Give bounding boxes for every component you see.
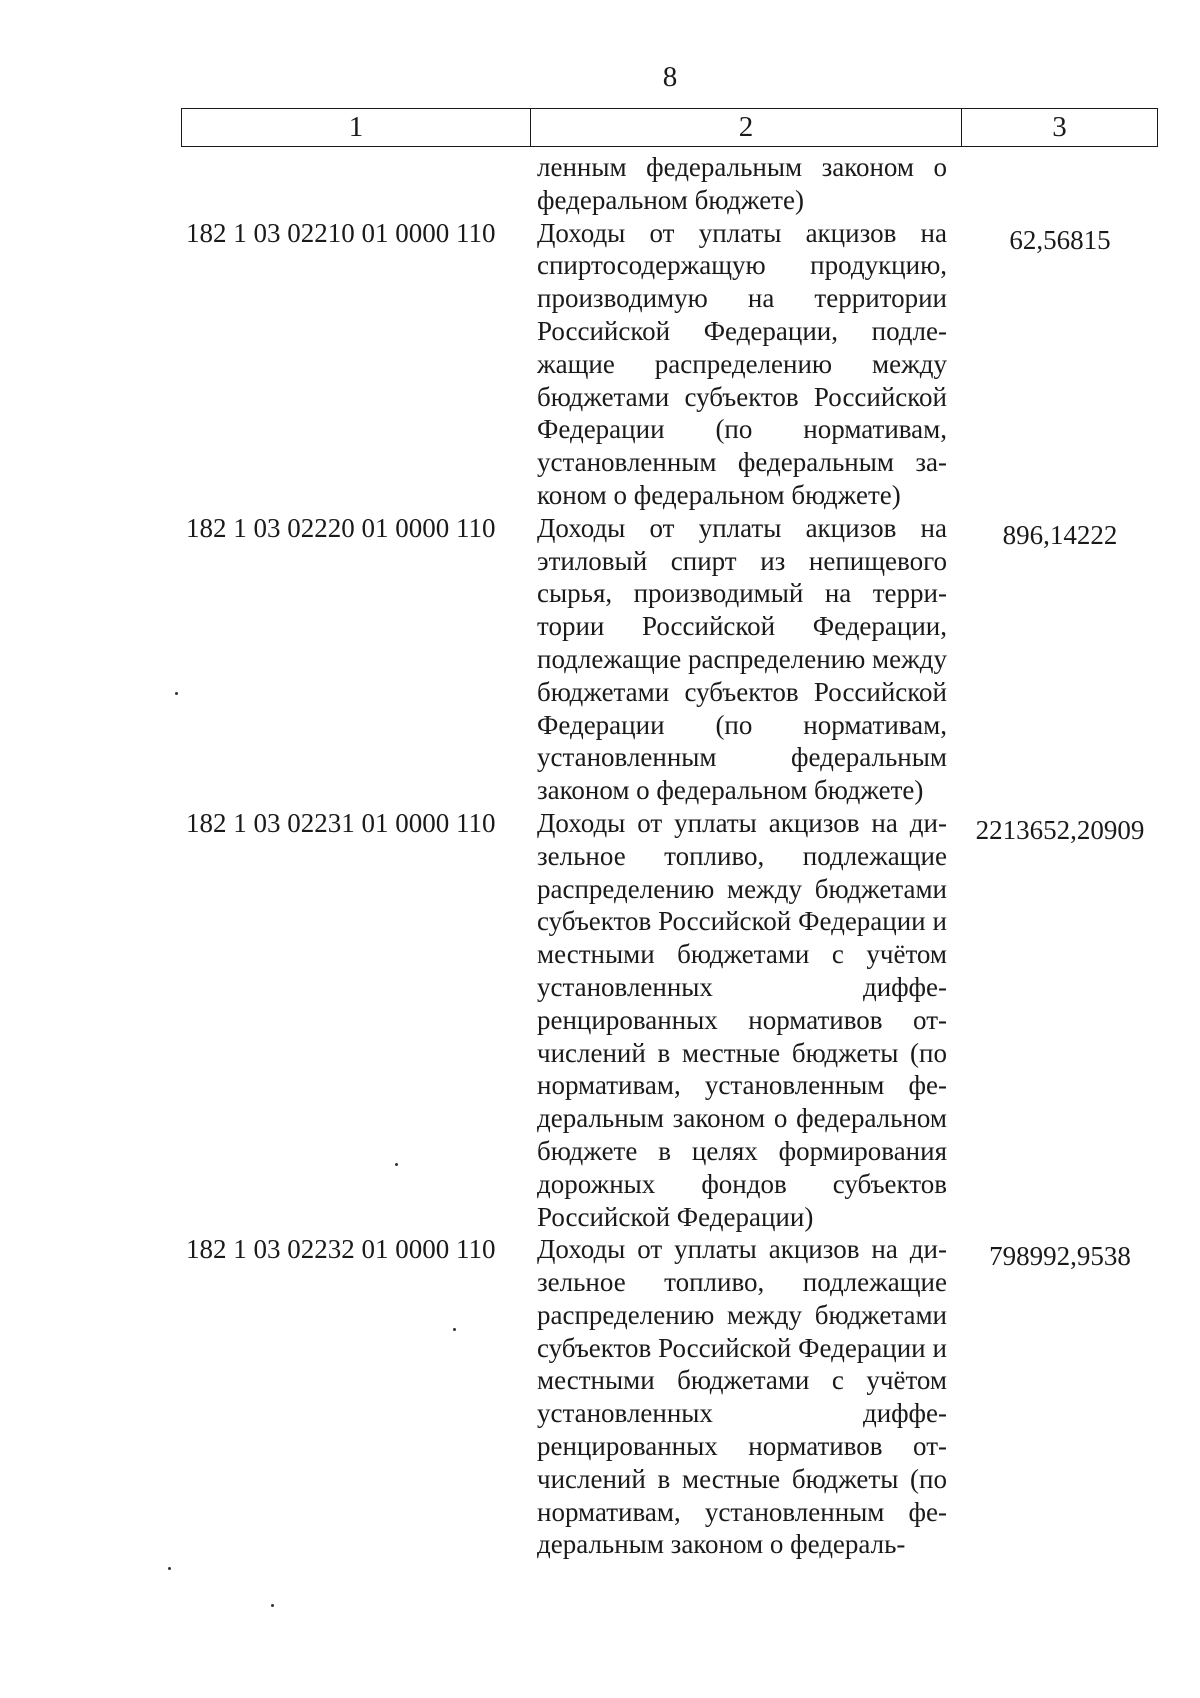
table-row: [0, 151, 1200, 217]
budget-code: 182 1 03 02220 01 0000 110: [186, 512, 496, 543]
income-description: Доходы от уплаты акцизов на спиртосодержащую продукцию, производимую на территории Российской Федерации, подлежащие распределению между бюджетами субъектов Российской Федерации (по нормативам, установленным федеральным законом о федеральном бюджете): [537, 217, 947, 510]
scan-speck: [395, 1163, 398, 1166]
table-row: [0, 807, 1200, 1233]
income-description: ленным федеральным законом о федеральном бюджете): [537, 152, 947, 215]
budget-code: 182 1 03 02232 01 0000 110: [186, 1234, 496, 1265]
page-number: 8: [662, 61, 678, 93]
table-row: [0, 512, 1200, 807]
scan-speck: [453, 1328, 456, 1331]
income-description: Доходы от уплаты акцизов на этиловый спирт из непищевого сырья, производимый на территории Российской Федерации, подлежащие распределению между бюджетами субъектов Российской Федерации (по нормативам, установленным федеральным законом о федеральном бюджете): [537, 512, 947, 806]
table-header: [181, 108, 1158, 147]
scan-speck: [175, 692, 178, 695]
amount: 798992,9538: [989, 1241, 1131, 1272]
table-row: [0, 1233, 1200, 1561]
scan-speck: [168, 1567, 171, 1570]
column-header-2: 2: [531, 109, 962, 146]
budget-code: 182 1 03 02210 01 0000 110: [186, 217, 496, 248]
budget-code: 182 1 03 02231 01 0000 110: [186, 807, 496, 838]
column-header-1: 1: [182, 109, 531, 146]
amount: 896,14222: [1002, 519, 1118, 550]
table-row: [0, 217, 1200, 512]
scan-speck: [271, 1604, 274, 1607]
column-header-3: 3: [1052, 111, 1067, 143]
amount: 2213652,20909: [975, 814, 1145, 845]
income-description: Доходы от уплаты акцизов на дизельное топливо, подлежащие распределению между бюджетами субъектов Российской Федерации и местными бюджетами с учётом установленных дифференцированных нормативов отчислений в местные бюджеты (по нормативам, установленным федеральным законом о федераль-: [537, 1234, 947, 1560]
amount: 62,56815: [1009, 224, 1111, 255]
income-description: Доходы от уплаты акцизов на дизельное топливо, подлежащие распределению между бюджетами субъектов Российской Федерации и местными бюджетами с учётом установленных дифференцированных нормативов отчислений в местные бюджеты (по нормативам, установленным федеральным законом о федеральном бюджете в целях формирования дорожных фондов субъектов Российской Федерации): [537, 807, 947, 1232]
table-body: [0, 151, 1200, 1561]
